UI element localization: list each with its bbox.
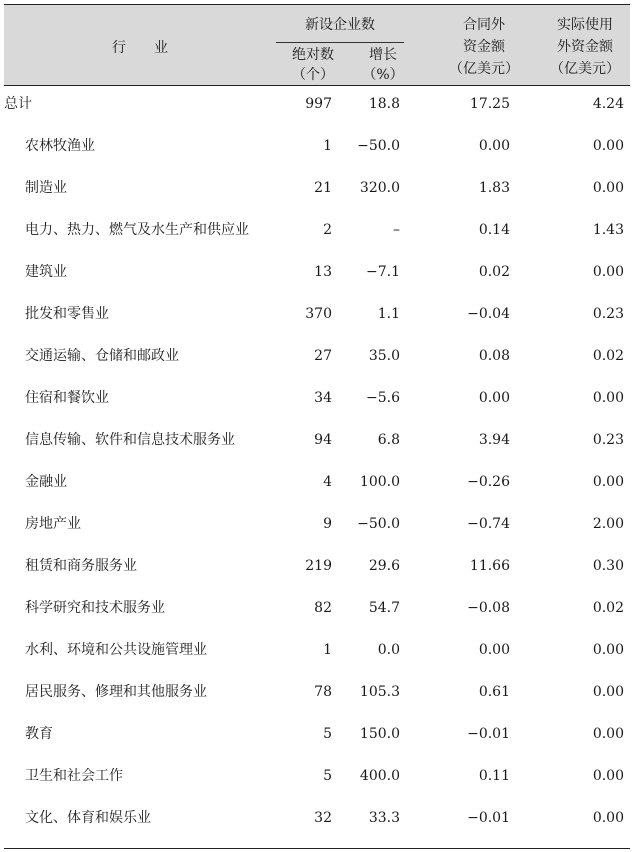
row-actual-amount: 0.00 [592, 768, 624, 784]
row-growth: – [393, 222, 400, 238]
row-actual-amount: 0.30 [592, 558, 624, 574]
table-row [4, 808, 630, 828]
row-enterprise-count: 219 [305, 558, 332, 574]
header-absolute-count: 绝对数 [292, 47, 334, 63]
row-growth: 150.0 [359, 726, 400, 742]
row-industry-name: 租赁和商务服务业 [25, 558, 137, 574]
row-contract-amount: −0.26 [467, 474, 510, 490]
row-growth: 1.1 [377, 306, 400, 322]
table-row [4, 304, 630, 324]
row-industry-name: 房地产业 [25, 516, 81, 532]
row-enterprise-count: 5 [323, 768, 332, 784]
row-contract-amount: −0.08 [467, 600, 510, 616]
row-actual-amount: 0.00 [592, 180, 624, 196]
row-actual-amount: 0.02 [592, 348, 624, 364]
row-actual-amount: 0.00 [592, 138, 624, 154]
table-row [4, 346, 630, 366]
row-enterprise-count: 1 [323, 642, 332, 658]
row-actual-amount: 2.00 [592, 516, 624, 532]
row-actual-amount: 0.02 [592, 600, 624, 616]
row-contract-amount: 3.94 [478, 432, 510, 448]
row-industry-name: 农林牧渔业 [25, 138, 95, 154]
table-bottom-rule [4, 848, 630, 849]
table-row [4, 136, 630, 156]
row-industry-name: 金融业 [25, 474, 67, 490]
header-divider [276, 42, 404, 43]
row-industry-name: 住宿和餐饮业 [25, 390, 109, 406]
table-row [4, 262, 630, 282]
row-growth: 33.3 [368, 810, 400, 826]
row-actual-amount: 0.00 [592, 390, 624, 406]
row-contract-amount: 0.00 [478, 138, 510, 154]
table-row [4, 94, 630, 114]
row-growth: 105.3 [359, 684, 400, 700]
table-body [4, 86, 630, 850]
row-industry-name: 教育 [25, 726, 53, 742]
header-contract-line2: 资金额 [463, 39, 505, 55]
header-growth: 增长 [369, 47, 397, 63]
row-actual-amount: 1.43 [592, 222, 624, 238]
row-enterprise-count: 82 [314, 600, 332, 616]
row-enterprise-count: 78 [314, 684, 332, 700]
row-enterprise-count: 9 [323, 516, 332, 532]
row-enterprise-count: 32 [314, 810, 332, 826]
row-actual-amount: 4.24 [592, 96, 624, 112]
row-enterprise-count: 94 [314, 432, 332, 448]
row-enterprise-count: 4 [323, 474, 332, 490]
row-industry-name: 科学研究和技术服务业 [25, 600, 165, 616]
row-actual-amount: 0.00 [592, 684, 624, 700]
row-enterprise-count: 997 [305, 96, 332, 112]
header-absolute-unit: （个） [292, 67, 334, 83]
row-contract-amount: 11.66 [469, 558, 510, 574]
row-actual-amount: 0.23 [592, 306, 624, 322]
row-industry-name: 电力、热力、燃气及水生产和供应业 [25, 222, 249, 238]
table-row [4, 640, 630, 660]
row-enterprise-count: 5 [323, 726, 332, 742]
row-industry-name: 居民服务、修理和其他服务业 [25, 684, 207, 700]
row-contract-amount: −0.74 [467, 516, 510, 532]
row-contract-amount: 0.08 [478, 348, 510, 364]
table-row [4, 220, 630, 240]
row-contract-amount: 0.00 [478, 390, 510, 406]
header-contract-unit: （亿美元） [449, 61, 519, 77]
header-growth-unit: （%） [362, 67, 404, 83]
table-row [4, 766, 630, 786]
table-row [4, 682, 630, 702]
row-enterprise-count: 27 [314, 348, 332, 364]
row-industry-name: 文化、体育和娱乐业 [25, 810, 151, 826]
row-contract-amount: 0.11 [478, 768, 510, 784]
statistics-table [4, 4, 630, 850]
row-contract-amount: −0.01 [467, 726, 510, 742]
header-industry: 行 业 [112, 40, 168, 56]
header-actual-unit: （亿美元） [550, 61, 620, 77]
row-actual-amount: 0.00 [592, 474, 624, 490]
row-industry-name: 信息传输、软件和信息技术服务业 [25, 432, 235, 448]
row-growth: −7.1 [366, 264, 400, 280]
row-contract-amount: 0.61 [478, 684, 510, 700]
row-actual-amount: 0.00 [592, 642, 624, 658]
row-actual-amount: 0.00 [592, 264, 624, 280]
row-enterprise-count: 21 [314, 180, 332, 196]
row-contract-amount: −0.04 [467, 306, 510, 322]
header-contract-line1: 合同外 [463, 17, 505, 33]
table-row [4, 724, 630, 744]
row-actual-amount: 0.23 [592, 432, 624, 448]
table-header [4, 4, 630, 86]
row-enterprise-count: 1 [323, 138, 332, 154]
row-industry-name: 总计 [4, 96, 32, 112]
header-actual-line1: 实际使用 [557, 17, 613, 33]
row-enterprise-count: 34 [314, 390, 332, 406]
row-growth: 29.6 [368, 558, 400, 574]
table-row [4, 178, 630, 198]
row-industry-name: 制造业 [25, 180, 67, 196]
table-row [4, 556, 630, 576]
row-enterprise-count: 2 [323, 222, 332, 238]
row-growth: 100.0 [359, 474, 400, 490]
row-growth: 54.7 [368, 600, 400, 616]
row-enterprise-count: 13 [314, 264, 332, 280]
row-industry-name: 水利、环境和公共设施管理业 [25, 642, 207, 658]
row-enterprise-count: 370 [305, 306, 332, 322]
row-growth: −50.0 [357, 516, 400, 532]
row-contract-amount: 17.25 [469, 96, 510, 112]
row-contract-amount: 0.00 [478, 642, 510, 658]
row-actual-amount: 0.00 [592, 810, 624, 826]
row-industry-name: 批发和零售业 [25, 306, 109, 322]
table-row [4, 388, 630, 408]
header-actual-line2: 外资金额 [557, 39, 613, 55]
row-growth: 320.0 [359, 180, 400, 196]
row-industry-name: 交通运输、仓储和邮政业 [25, 348, 179, 364]
row-growth: 400.0 [359, 768, 400, 784]
row-growth: 35.0 [368, 348, 400, 364]
row-contract-amount: 0.14 [478, 222, 510, 238]
row-growth: 6.8 [377, 432, 400, 448]
table-row [4, 514, 630, 534]
table-row [4, 430, 630, 450]
row-growth: 18.8 [368, 96, 400, 112]
table-row [4, 598, 630, 618]
row-growth: −5.6 [366, 390, 400, 406]
row-contract-amount: −0.01 [467, 810, 510, 826]
row-industry-name: 建筑业 [25, 264, 67, 280]
row-industry-name: 卫生和社会工作 [25, 768, 123, 784]
row-contract-amount: 0.02 [478, 264, 510, 280]
header-new-enterprises: 新设企业数 [305, 17, 375, 33]
table-row [4, 472, 630, 492]
row-contract-amount: 1.83 [478, 180, 510, 196]
row-growth: 0.0 [377, 642, 400, 658]
row-actual-amount: 0.00 [592, 726, 624, 742]
row-growth: −50.0 [357, 138, 400, 154]
